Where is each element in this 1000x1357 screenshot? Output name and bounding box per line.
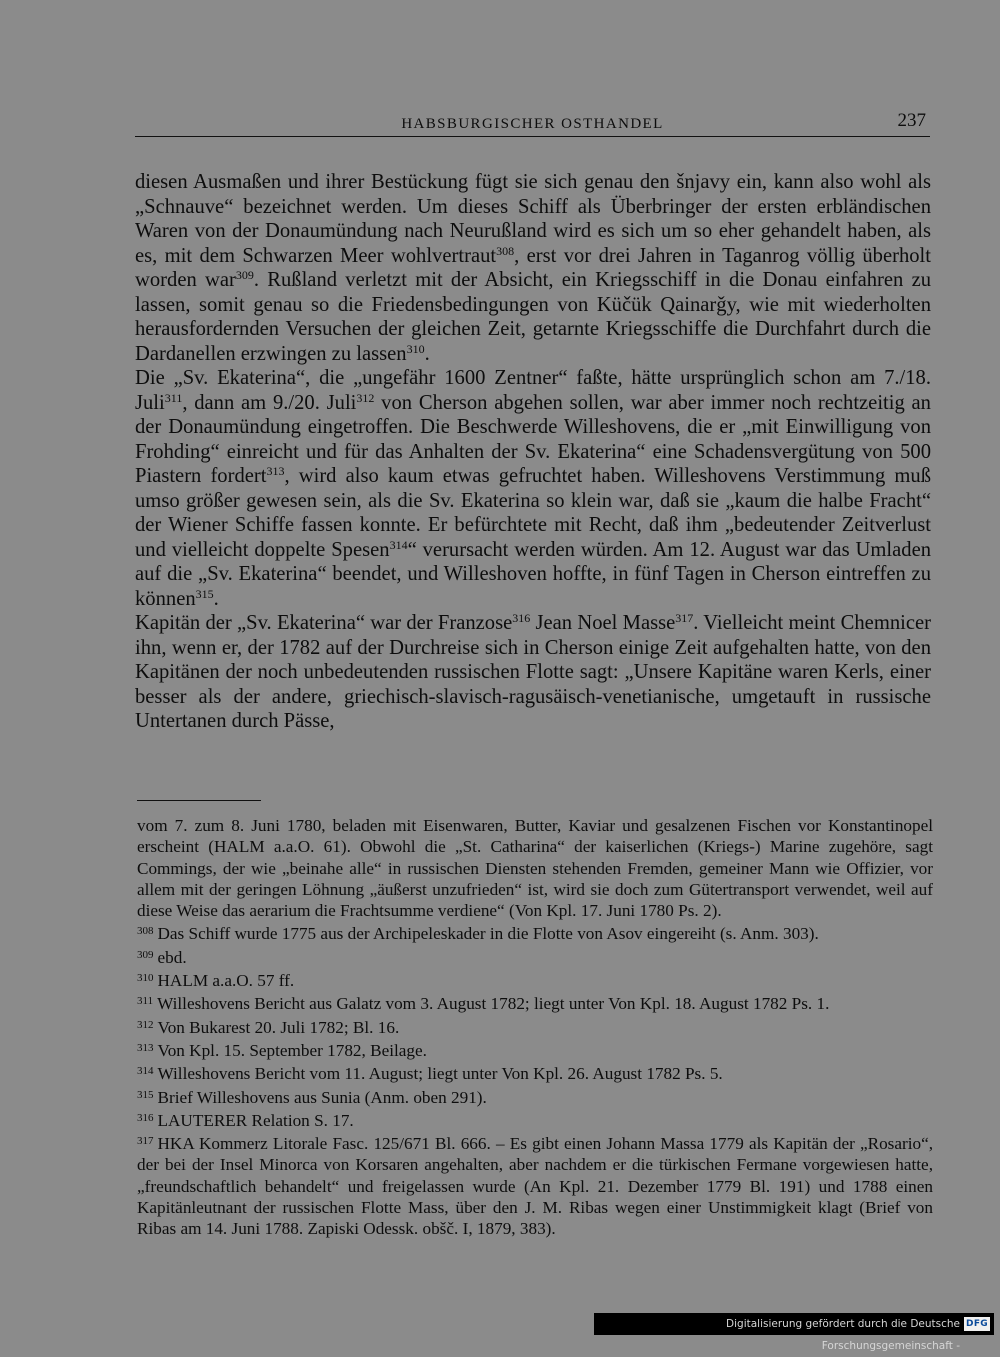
- footnote-number: 316: [137, 1111, 154, 1124]
- text-run: .: [213, 587, 219, 610]
- footnote: [137, 1131, 933, 1239]
- footnote: [137, 1015, 933, 1038]
- credit-text: Digitalisierung gefördert durch die Deutsche Forschungsgemeinschaft -: [726, 1318, 960, 1352]
- footnote-number: 308: [137, 925, 154, 938]
- paragraph: [135, 170, 931, 366]
- paragraph: [135, 611, 931, 734]
- text-run: diesen Ausmaßen und ihrer Bestückung fügt sie sich genau den šnjavy ein, kann also wohl als „Schnauve“ bezeichnet werden. Um dieses Schiff als Überbringer der ersten erbländischen Waren von der Donaumündung nach Neurußland wird es sich um so eher gehandelt haben, als es, mit dem Schwarzen Meer wohlvertraut: [135, 171, 931, 267]
- footnote-number: 314: [137, 1065, 154, 1078]
- text-run: Die „Sv. Ekaterina“, die „ungefähr 1600 Zentner“ faßte, hätte ursprünglich schon am 7./18. Juli: [135, 367, 931, 414]
- footnote-number: 312: [137, 1018, 154, 1031]
- footnote-ref: 317: [675, 611, 694, 625]
- footnote-text: Willeshovens Bericht aus Galatz vom 3. August 1782; liegt unter Von Kpl. 18. August 1782 Ps. 1.: [157, 994, 830, 1014]
- text-run: . Vielleicht meint Chemnicer ihn, wenn er, der 1782 auf der Durchreise sich in Cherson einige Zeit aufgehalten hatte, von den Kapitänen der noch unbedeutenden russischen Flotte sagt: „Unsere Kapitäne waren Kerls, einer besser als der andere, griechisch-slavisch-ragusäisch-venetianische, umgetauft in russische Untertanen durch Pässe,: [135, 612, 931, 732]
- footnote: [137, 1085, 933, 1108]
- footnote-ref: 308: [496, 243, 515, 258]
- footnote: [137, 968, 933, 991]
- footnote-ref: 309: [235, 268, 254, 282]
- footnote-number: 309: [137, 948, 154, 961]
- running-head: [135, 112, 930, 137]
- footnote-ref: 316: [512, 611, 531, 625]
- text-run: . Rußland verletzt mit der Absicht, ein Kriegsschiff in die Donau einfahren zu lassen, somit genau so die Friedensbedingungen von Küčük Qainarǧy, wie mit wiederholten herausfordernden Versuchen der gleichen Zeit, getarnte Kriegsschiffe die Durchfahrt durch die Dardanellen erzwingen zu lassen: [135, 269, 932, 365]
- text-run: .: [424, 342, 430, 365]
- paragraph: [135, 366, 931, 611]
- footnote-text: Von Kpl. 15. September 1782, Beilage.: [157, 1040, 427, 1060]
- footnote-text: ebd.: [157, 947, 187, 967]
- footnote: [137, 945, 933, 968]
- footnote: [137, 921, 933, 944]
- running-title: HABSBURGISCHER OSTHANDEL: [401, 116, 664, 132]
- footnote-text: Von Bukarest 20. Juli 1782; Bl. 16.: [157, 1017, 400, 1037]
- dfg-logo: DFG: [964, 1317, 990, 1331]
- text-run: von Cherson abgehen sollen, war aber immer noch rechtzeitig an der Donaumündung eingetroffen. Die Beschwerde Willeshovens, die er „mit Einwilligung von Frohding“ einreicht und für das Anhalten der Sv. Ekaterina“ eine Schadensvergütung von 500 Piastern fordert: [135, 391, 931, 487]
- footnote-text: Willeshovens Bericht vom 11. August; liegt unter Von Kpl. 26. August 1782 Ps. 5.: [157, 1064, 723, 1084]
- footnotes: [137, 815, 933, 1240]
- footnote-text: HKA Kommerz Litorale Fasc. 125/671 Bl. 666. – Es gibt einen Johann Massa 1779 als Kapitän der „Rosario“, der bei der Insel Minorca von Korsaren angehalten, aber nachdem er die türkischen Fermane vorgewiesen hatte, „freundschaftlich behandelt“ und freigelassen wurde (An Kpl. 21. Dezember 1779 Bl. 191) und 1788 einen Kapitänleutnant der russischen Flotte Mass, über den J. M. Ribas wegen einer Unstimmigkeit klagt (Brief von Ribas am 14. Juni 1788. Zapiski Odessk. obšč. I, 1879, 383).: [137, 1134, 933, 1239]
- footnote-number: 310: [137, 972, 154, 985]
- page-number: 237: [897, 110, 926, 131]
- text-run: , erst vor drei Jahren in Taganrog völlig überholt worden war: [135, 244, 931, 291]
- text-run: “ verursacht werden würden. Am 12. August war das Umladen auf die „Sv. Ekaterina“ beendet, und Willeshoven hoffte, in fünf Tagen in Cherson eintreffen zu können: [135, 538, 932, 610]
- footnote-text: HALM a.a.O. 57 ff.: [157, 971, 295, 991]
- footnote-separator: [137, 800, 261, 801]
- footnote-ref: 310: [406, 341, 425, 356]
- text-run: , wird also kaum etwas gefruchtet haben. Willeshovens Verstimmung muß umso größer gewesen sein, als die Sv. Ekaterina so klein war, daß sie „kaum die halbe Fracht“ der Wiener Schiffe fassen konnte. Er befürchtete mit Recht, daß ihm „bedeutender Zeitverlust und vielleicht doppelte Spesen: [135, 465, 931, 561]
- footnote-text: LAUTERER Relation S. 17.: [157, 1110, 354, 1130]
- text-run: , dann am 9./20. Juli: [182, 391, 357, 414]
- footnote-text: Das Schiff wurde 1775 aus der Archipeleskader in die Flotte von Asov eingereiht (s. Anm. 303).: [157, 924, 819, 944]
- footnote: [137, 1061, 933, 1084]
- footnote: [137, 991, 933, 1014]
- footnote: [137, 1108, 933, 1131]
- text-run: Kapitän der „Sv. Ekaterina“ war der Franzose: [135, 612, 513, 634]
- footnote-text: Brief Willeshovens aus Sunia (Anm. oben 291).: [157, 1087, 487, 1107]
- footnote-ref: 313: [266, 464, 285, 478]
- body-text: [135, 170, 931, 734]
- footnote-ref: 315: [195, 586, 214, 601]
- footnote-number: 311: [137, 995, 154, 1008]
- text-run: Jean Noel Masse: [530, 612, 676, 634]
- footnote-number: 313: [137, 1041, 154, 1054]
- footnote-number: 317: [137, 1135, 154, 1148]
- footnote-ref: 314: [389, 537, 408, 552]
- footnote-ref: 311: [164, 390, 183, 405]
- footnote: [137, 1038, 933, 1061]
- footnote-number: 315: [137, 1088, 154, 1101]
- footnote-ref: 312: [356, 390, 375, 405]
- footnote-continuation: vom 7. zum 8. Juni 1780, beladen mit Eisenwaren, Butter, Kaviar und gesalzenen Fischen vor Konstantinopel erscheint (HALM a.a.O. 61). Obwohl die „St. Catharina“ der kaiserlichen (Kriegs-) Marine zugehöre, sagt Commings, der wie „beinahe alle“ in russischen Diensten stehenden Fremden, gemeiner Mann wie Offizier, vor allem mit der geringen Löhnung „äußerst unzufrieden“ ist, wird sie doch zum Gütertransport verwendet, weil auf diese Weise das aerarium die Frachtsumme verdiene“ (Von Kpl. 17. Juni 1780 Ps. 2).: [137, 816, 933, 921]
- digitization-credit: [594, 1313, 994, 1352]
